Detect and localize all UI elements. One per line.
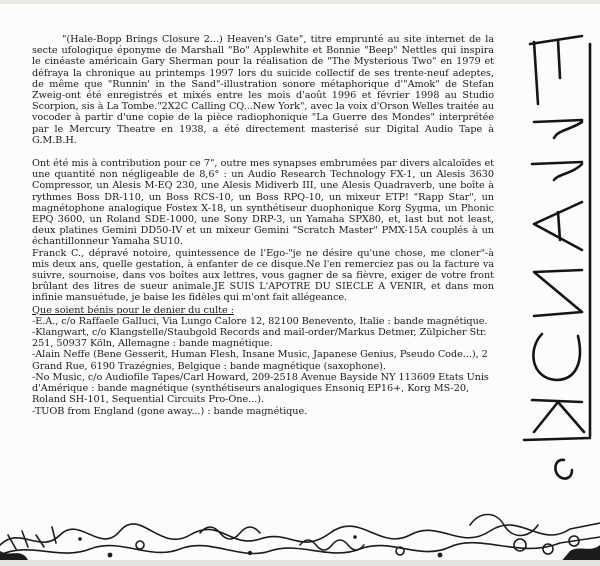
credit-item: -E.A., c/o Raffaele Galluci, Via Lungo Calore 12, 82100 Benevento, Italie : bande magnétique. xyxy=(32,315,488,327)
scan-edge-top xyxy=(0,0,600,4)
liner-notes-column xyxy=(32,34,494,417)
credit-item: -Alain Neffe (Bene Gesserit, Human Flesh, Insane Music, Japanese Genius, Pseudo Code...), 2 Grand Rue, 6190 Trazégnies, Belgique : bande magnétique (saxophone). xyxy=(32,349,488,372)
intro-paragraph: "(Hale-Bopp Brings Closure 2...) Heaven's Gate", titre emprunté au site internet de la secte ufologique éponyme de Marshall "Bo" Applewhite et Bonnie "Beep" Nettles qui inspira le cinéaste américain Gary Sherman pour la réalisation de "The Mysterious Two" en 1979 et défraya la chronique au printemps 1997 lors du suicide collectif de ses trente-neuf adeptes, de même que "Runnin' in the Sand"-illustration sonore métaphorique d'"Amok" de Stefan Zweig-ont été enregistrés et mixés entre les mois d'août 1996 et février 1998 au Studio Scorpion, sis à La Tombe."2X2C Calling CQ...New York", avec la voix d'Orson Welles traitée au vocoder à partir d'une copie de la pièce radiophonique "La Guerre des Mondes" interprétée par le Mercury Theatre en 1938, a été directement masterisé sur Digital Audio Tape à G.M.B.H. xyxy=(32,34,494,146)
dedication-paragraph: Franck C., dépravé notoire, quintessence de l'Ego-"je ne désire qu'une chose, me cloner"-à mis deux ans, quelle gestation, à enfanter de ce disque.Ne l'en remerciez pas ou la facture va suivre, sournoise, dans vos boîtes aux lettres, vous gagner de sa fièvre, exiger de votre front brûlant des litres de sueur animale.JE SUIS L'APOTRE DU SIECLE A VENIR, et dans mon infinie mansuétude, je baise les fidèles qui m'ont fait allégeance. xyxy=(32,247,494,304)
credit-item: -TUOB from England (gone away...) : bande magnétique. xyxy=(32,405,308,417)
credit-item: -No Music, c/o Audiofile Tapes/Carl Howard, 209-2518 Avenue Bayside NY 113609 Etats Unis d'Amérique : bande magnétique (synthétiseurs analogiques Ensoniq EP16+, Korg MS-20, Roland SH-101, Sequential Circuits Pro-One...). xyxy=(32,371,489,406)
credit-item: -Klangwart, c/o Klangstelle/Staubgold Records and mail-order/Markus Detmer, Zülpicher Str. 251, 50937 Köln, Allemagne : bande magnétique. xyxy=(32,327,487,350)
scan-edge-bottom xyxy=(0,560,600,566)
handwritten-signature xyxy=(520,30,598,500)
credits-title: Que soient bénis pour le denier du culte : xyxy=(32,304,234,316)
equipment-paragraph: Ont été mis à contribution pour ce 7", outre mes synapses embrumées par divers alcaloïdes et une quantité non négligeable de 8,6° : un Audio Research Technology FX-1, un Alesis 3630 Compressor, un Alesis M-EQ 230, une Alesis Midiverb III, une Alesis Quadraverb, une boîte à rythmes Boss DR-110, un Boss RCS-10, un Boss RPQ-10, un mixeur ETP! "Rapp Star", un magnétophone analogique Fostex X-18, un synthétiseur duophonique Korg Sygma, un Phonic EPQ 3600, un Roland SDE-1000, une Sony DRP-3, un Yamaha SPX80, et, last but not least, deux platines Gemini DD50-IV et un mixeur Gemini "Scratch Master" PMX-15A couplés à un échantillonneur Yamaha SU10. xyxy=(32,158,494,248)
decorative-doodle-border xyxy=(0,505,600,563)
